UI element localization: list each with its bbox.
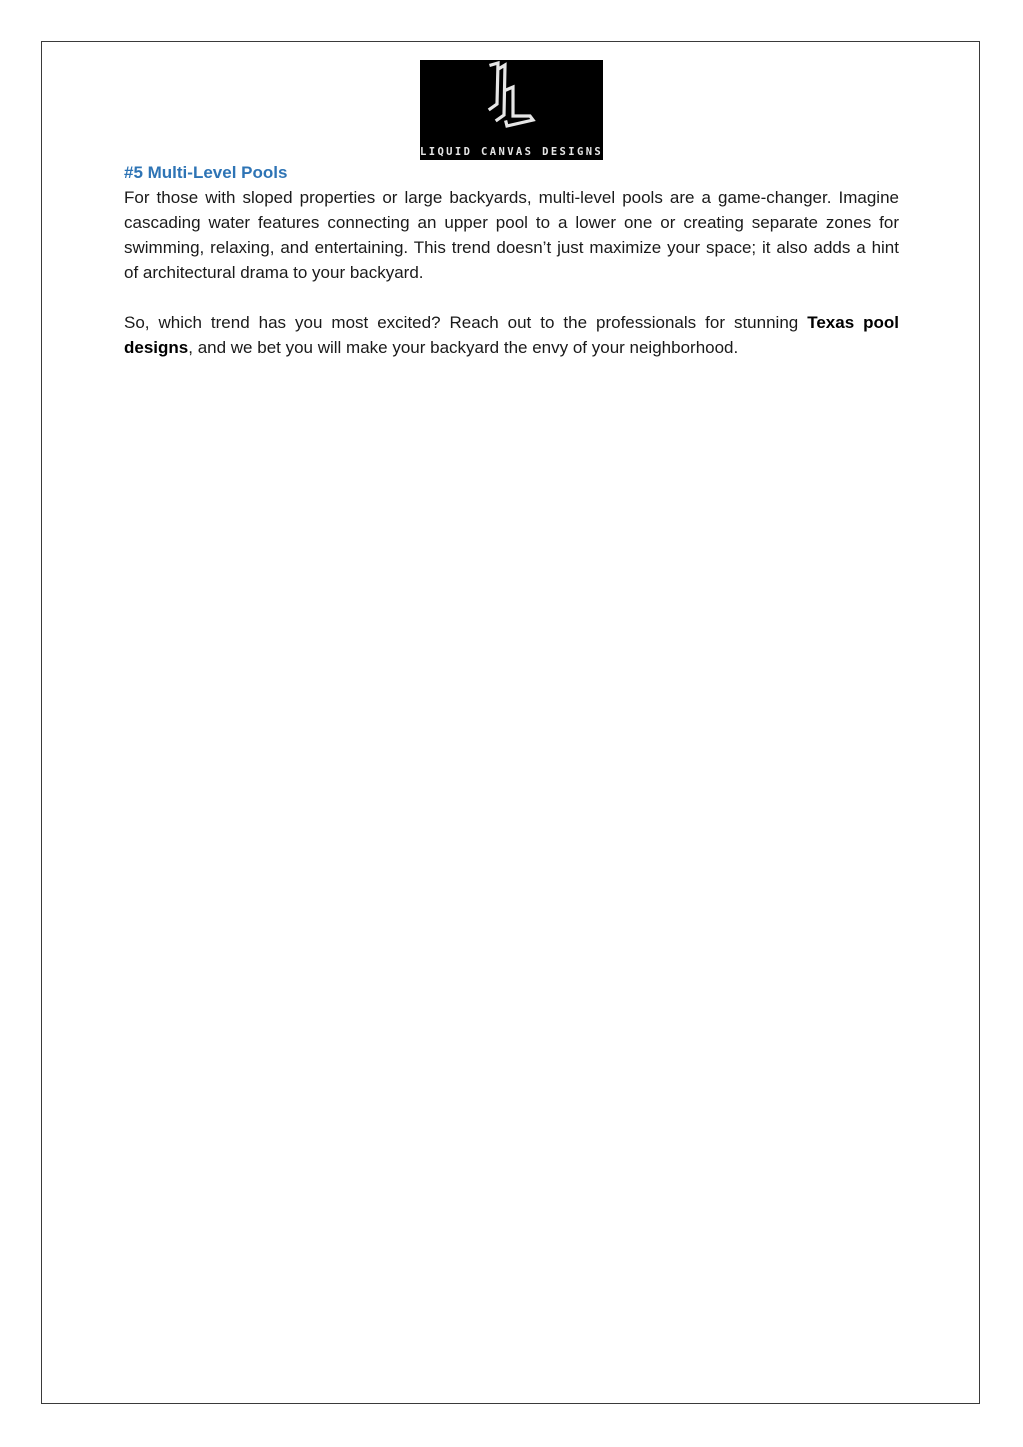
closing-paragraph [124, 310, 899, 360]
closing-text-before: So, which trend has you most excited? Reach out to the professionals for stunning [124, 313, 808, 332]
closing-text-after: , and we bet you will make your backyard the envy of your neighborhood. [188, 338, 739, 357]
company-logo [420, 60, 603, 160]
logo-wordmark: LIQUID CANVAS DESIGNS [420, 146, 604, 158]
section-heading: #5 Multi-Level Pools [124, 163, 288, 182]
logo-monogram-icon [420, 60, 603, 160]
document-content [124, 161, 899, 360]
section-body-paragraph: For those with sloped properties or large backyards, multi-level pools are a game-changer. Imagine cascading water features connecting an upper pool to a lower one or creating separate zones for swimming, relaxing, and entertaining. This trend doesn’t just maximize your space; it also adds a hint of architectural drama to your backyard. [124, 188, 899, 282]
closing-emphasis: Texas pool designs [124, 313, 899, 357]
paragraph-spacer [124, 285, 899, 310]
